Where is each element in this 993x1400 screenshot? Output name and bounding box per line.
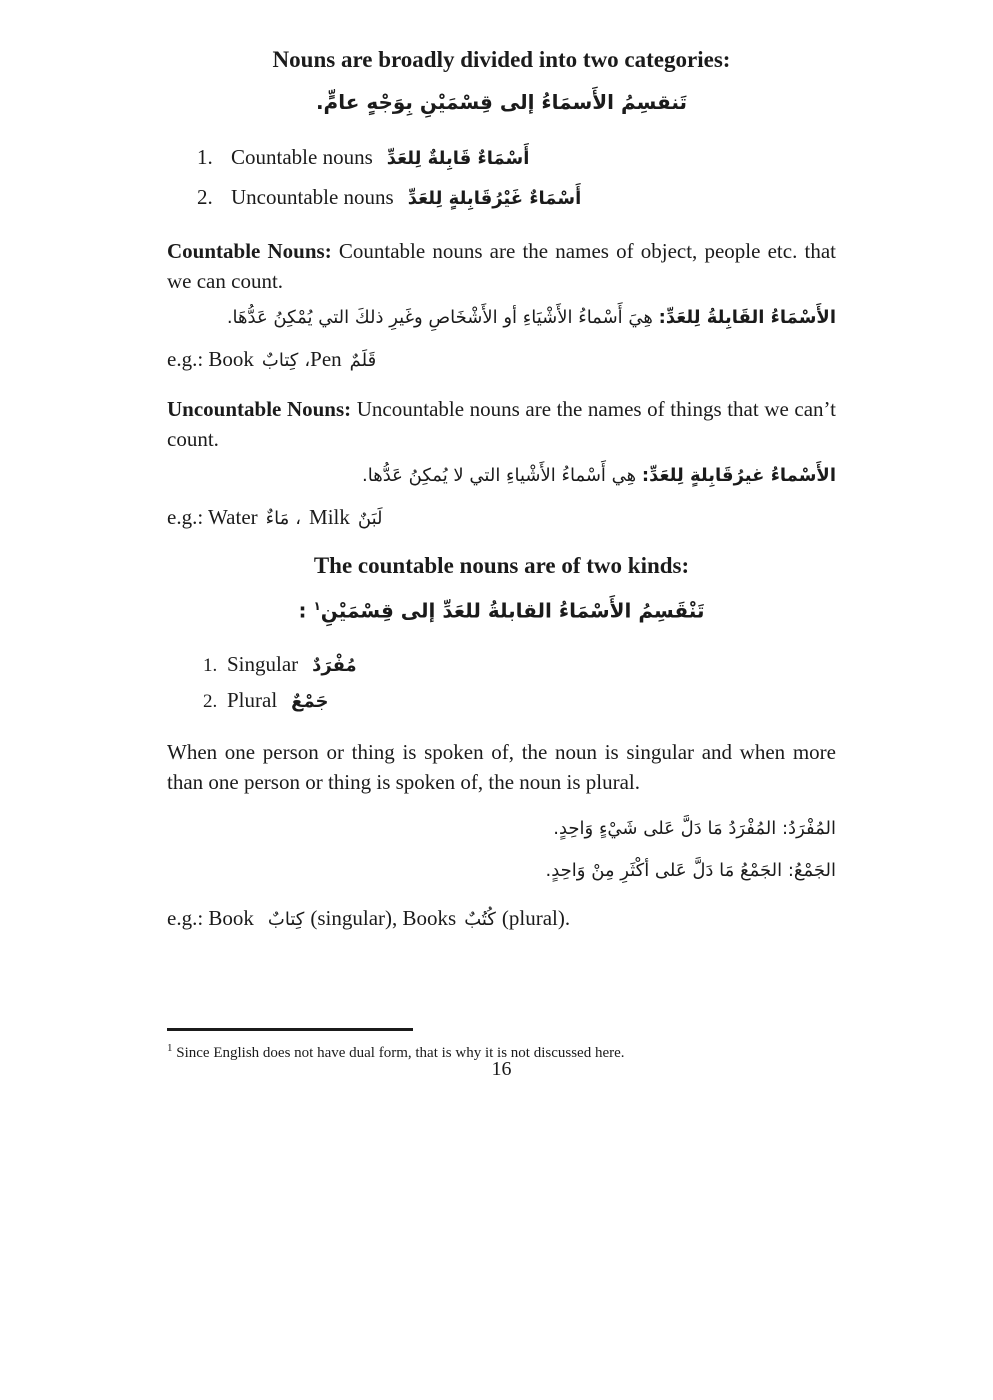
example-arabic-word: لَبَنٌ bbox=[357, 508, 383, 529]
countable-example-line bbox=[167, 344, 836, 376]
example-arabic-word: كُتُبٌ bbox=[464, 908, 496, 930]
arabic-lead: الأَسْماءُ غيرُقَابِلةٍ لِلعَدِّ: bbox=[641, 465, 836, 486]
item-number: 1. bbox=[197, 145, 213, 169]
singular-plural-example-line bbox=[167, 903, 836, 935]
countable-body: Countable nouns are the names of object, people etc. that we can count. bbox=[167, 239, 836, 293]
kinds-subtitle-text: تَنْقَسِمُ الأَسْمَاءُ القابلةُ للعَدِّ إلى قِسْمَيْنِ bbox=[320, 598, 705, 623]
noun-kind-list bbox=[203, 647, 836, 719]
item-number: 2. bbox=[203, 690, 218, 712]
kinds-subtitle-arabic bbox=[167, 586, 836, 631]
kinds-subtitle-colon: : bbox=[298, 598, 314, 623]
item-arabic: أَسْمَاءٌ قَابِلةٌ لِلعَدِّ bbox=[386, 148, 530, 169]
example-arabic-word: ، bbox=[295, 508, 302, 529]
plural-definition-arabic: الجَمْعُ: الجَمْعُ مَا دَلَّ عَلى أكْثَرِ مِنْ وَاحِدٍ. bbox=[545, 859, 836, 881]
item-label: Countable nouns bbox=[231, 145, 373, 169]
example-arabic-word: كِتابٌ bbox=[267, 908, 305, 930]
kinds-title: The countable nouns are of two kinds: bbox=[313, 553, 690, 578]
arabic-body: هِي أَسْماءُ الأَشْياءِ التي لا يُمكِنُ عَدُّها. bbox=[362, 465, 637, 486]
uncountable-definition-paragraph bbox=[167, 394, 836, 454]
example-arabic-word: مَاءٌ bbox=[265, 508, 290, 529]
item-arabic: جَمْعٌ bbox=[291, 690, 329, 712]
example-arabic-word: قَلَمٌ bbox=[349, 350, 377, 371]
footnote-ref: 1 bbox=[167, 1042, 173, 1054]
list-item-singular bbox=[203, 647, 836, 683]
item-label: Plural bbox=[227, 687, 278, 712]
singular-plural-paragraph: When one person or thing is spoken of, the noun is singular and when more than one person or thing is spoken of, the noun is plural. bbox=[167, 739, 836, 794]
footnote-ref-superscript: ١ bbox=[313, 599, 321, 613]
example-english-text: e.g.: Water bbox=[167, 505, 258, 529]
page-content bbox=[167, 0, 836, 935]
list-item-plural bbox=[203, 683, 836, 719]
list-item-uncountable bbox=[197, 178, 836, 218]
uncountable-lead: Uncountable Nouns: bbox=[167, 397, 352, 421]
uncountable-definition-arabic bbox=[167, 456, 836, 496]
item-arabic: أَسْمَاءٌ غَيْرُقَابِلةٍ لِلعَدِّ bbox=[407, 188, 582, 209]
footnote-text: Since English does not have dual form, that is why it is not discussed here. bbox=[172, 1045, 625, 1061]
example-english-text: e.g.: Book bbox=[167, 905, 254, 930]
categories-subtitle-arabic: تَنقسِمُ الأَسمَاءُ إلى قِسْمَيْنِ بِوَجْهٍ عامٍّ. bbox=[315, 90, 688, 114]
countable-lead: Countable Nouns: bbox=[167, 239, 332, 263]
category-list bbox=[197, 138, 836, 218]
countable-definition-paragraph bbox=[167, 236, 836, 296]
item-number: 1. bbox=[203, 654, 218, 676]
uncountable-body: Uncountable nouns are the names of things that we can’t count. bbox=[167, 397, 837, 451]
item-arabic: مُفْرَدٌ bbox=[312, 654, 357, 676]
list-item-countable bbox=[197, 138, 836, 178]
example-arabic-word: كِتابٌ bbox=[261, 350, 299, 371]
page-number: 16 bbox=[491, 1058, 512, 1080]
singular-definition-arabic: المُفْرَدُ: المُفْرَدُ مَا دَلَّ عَلى شَيْءٍ وَاحِدٍ. bbox=[553, 817, 836, 839]
categories-title: Nouns are broadly divided into two categories: bbox=[272, 47, 731, 72]
item-label: Uncountable nouns bbox=[231, 185, 394, 209]
uncountable-example-line bbox=[167, 502, 836, 534]
example-english-text: (singular), Books bbox=[310, 905, 457, 930]
example-english-text: (plural). bbox=[501, 905, 571, 930]
example-english-text: Pen bbox=[310, 347, 342, 371]
arabic-body: هِيَ أَسْماءُ الأَشْيَاءِ أو الأَشْخَاصِ وغَيرِ ذلكَ التي يُمْكِنُ عَدُّهَا. bbox=[226, 307, 653, 328]
example-english-text: Milk bbox=[309, 505, 350, 529]
footnote-separator-rule bbox=[167, 1028, 413, 1031]
countable-definition-arabic bbox=[167, 298, 836, 338]
example-arabic-word: ، bbox=[304, 350, 311, 371]
item-number: 2. bbox=[197, 185, 213, 209]
example-english-text: e.g.: Book bbox=[167, 347, 254, 371]
item-label: Singular bbox=[227, 651, 299, 676]
arabic-lead: الأَسْمَاءُ القَابِلةُ لِلعَدِّ: bbox=[658, 307, 836, 328]
